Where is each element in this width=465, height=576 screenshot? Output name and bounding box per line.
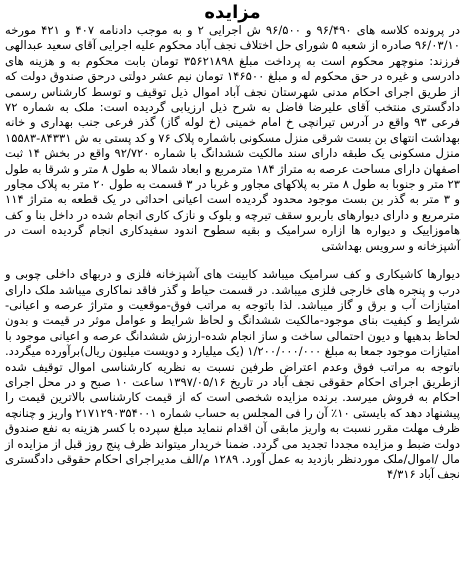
notice-title: مزایده xyxy=(204,2,261,23)
notice-paragraph-1: در پرونده کلاسه های ۹۶/۴۹۰ و ۹۶/۵۰۰ ش اجرایی ۲ و به موجب دادنامه ۴۰۷ و ۴۲۱ مورخه ۹۶/۰۳/۱۰ صادره از شعبه ۵ شورای حل اختلاف نجف آباد محکوم علیه اجرایی آقای سعید عبدالهی فرزند: منوچهر محکوم است به پرداخت مبلغ ۳۵۶۲۱۸۹۸ تومان بابت محکوم به و هزینه های دادرسی و غیره در حق محکوم له و مبلغ ۱۴۶۵۰۰ تومان نیم عشر دولتی درحق صندوق دولت که از طریق اجرای احکام مدنی شهرستان نجف آباد اموال ذیل توقیف و توسط کارشناس رسمی دادگستری منتخب آقای علیرضا فاضل به شرح ذیل ارزیابی گردیده است: ملک به شماره ۷۲ فرعی ۹۳ واقع در آدرس تیرانچی خ امام خمینی (خ لوله گاز) گذر فرعی جنب بهداری و خانه بهداشت انتهای بن بست شرقی منزل مسکونی باشماره پلاک ۷۶ و کد پستی به ش ۸۴۳۳۱-۱۵۵۸۳ منزل مسکونی یک طبقه دارای سند مالکیت ششدانگ با شماره ۹۲/۷۲۰ واقع در بخش ۱۴ ثبت اصفهان دارای مساحت عرصه به متراژ ۱۸۴ مترمربع و ابعاد شمالا به طول ۸ متر و شرقا به طول ۲۳ متر و جنوبا به طول ۸ متر به پلاکهای مجاور و غربا در ۳ قسمت به طول ۲۰ متر به پلاک مجاور و ۳ متر به گذر بن بست موجود محدود گردیده است اعیانی احداثی در یک قطعه به متراژ ۱۱۴ مترمربع و دارای دیوارهای باربرو سقف تیرچه و بلوک و نازک کاری انجام شده در داخل بنا و کف هاموزاییک و دیواره ها ازاره سرامیک و بقیه سطوح اندود سفیدکاری انجام گردیده است در آشپزخانه و سرویس بهداشتی xyxy=(5,23,461,253)
notice-paragraph-2: دیوارها کاشیکاری و کف سرامیک میباشد کابینت های آشپزخانه فلزی و دربهای داخلی چوبی و درب و پنجره های خارجی فلزی میباشد. در قسمت حیاط و گذر فاقد نماکاری میباشد ملک دارای امتیازات آب و برق و گاز میباشد. لذا باتوجه به مراتب فوق-موقعیت و متراژ عرصه و اعیانی-شرایط و کیفیت بنای موجود-مالکیت ششدانگ و لحاظ شرایط و عوامل موثر در قیمت و بدون لحاظ بدهیها و دیون احتمالی ساخت و ساز انجام شده-ارزش ششدانگ عرصه و اعیانی موجود با امتیازات موجود جمعا به مبلغ ۱/۲۰۰/۰۰۰/۰۰۰ (یک میلیارد و دویست میلیون ریال)برآورده میگردد. باتوجه به مراتب فوق وعدم اعتراض طرفین نسبت به نظریه کارشناسی اموال توقیف شده ازطریق اجرای احکام حقوقی نجف آباد در تاریخ ۱۳۹۷/۰۵/۱۶ ساعت ۱۰ صبح و در محل اجرای احکام به فروش میرسد. برنده مزایده شخصی است که از قیمت کارشناسی بالاترین قیمت را پیشنهاد دهد که بایستی ۱۰٪ آن را فی المجلس به حساب شماره ۲۱۷۱۲۹۰۳۵۴۰۰۱ واریز و چنانچه ظرف مهلت مقرر نسبت به واریز مابقی آن اقدام ننماید مبلغ سپرده با کسر هزینه به نفع صندوق دولت ضبط و مزایده مجددا تجدید می گردد. ضمنا خریدار میتواند ظرف پنج روز قبل از مزایده از مال /اموال/ملک موردنظر بازدید به عمل آورد. ۱۲۸۹ م/الف مدیراجرای احکام حقوقی دادگستری نجف آباد ۴/۳۱۶ xyxy=(5,267,461,482)
paragraph-gap xyxy=(5,254,460,267)
